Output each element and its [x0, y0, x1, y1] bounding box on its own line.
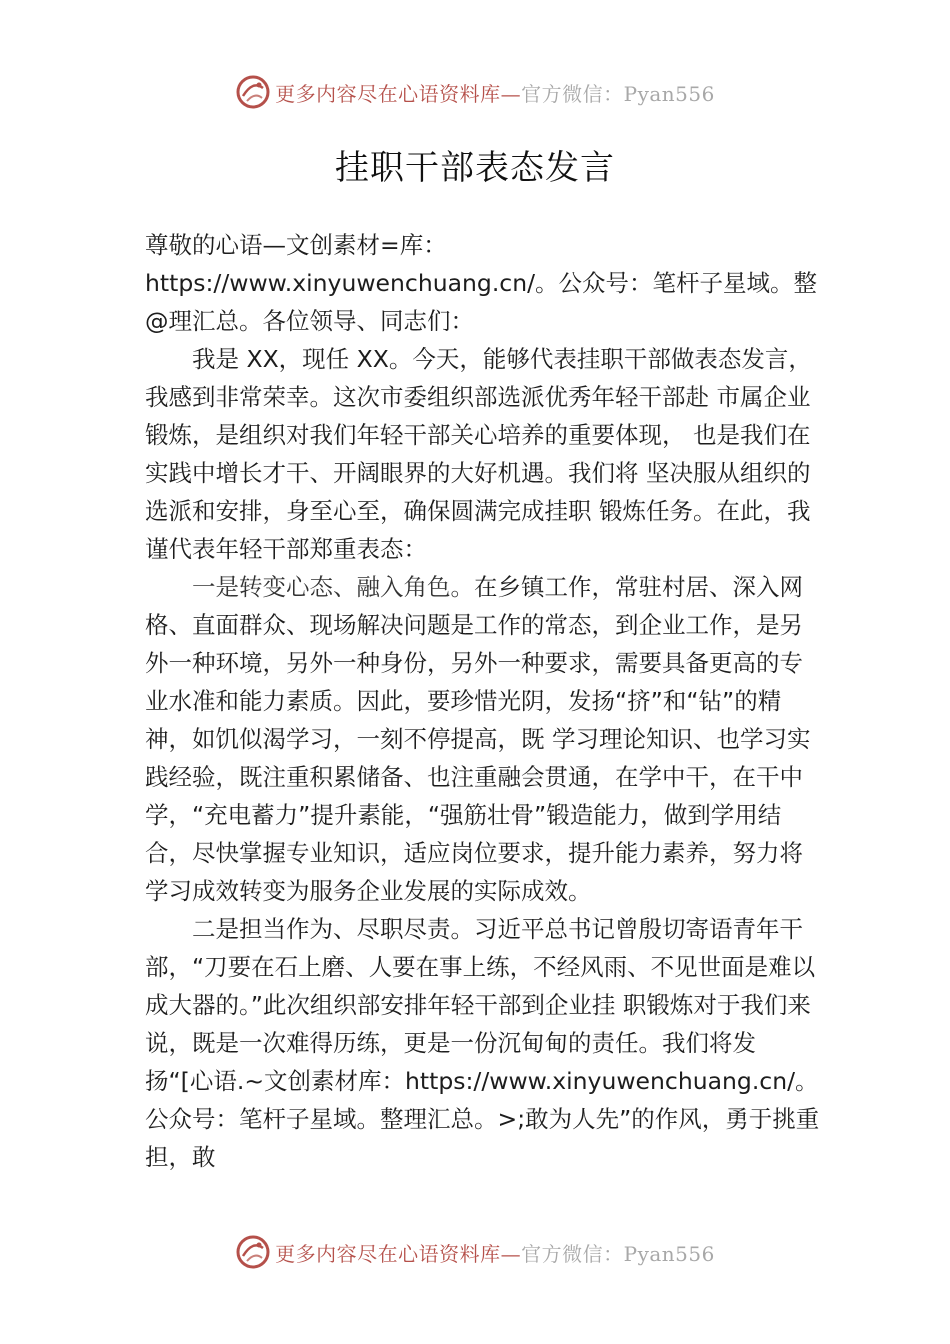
opening-paragraph: 我是 XX，现任 XX。今天，能够代表挂职干部做表态发言，我感到非常荣幸。这次市委组织部选派优秀年轻干部赴 市属企业锻炼，是组织对我们年轻干部关心培养的重要体现， 也是我们在实践中增长才干、开阔眼界的大好机遇。我们将 坚决服从组织的选派和安排，身至心至，确保圆满完成挂职 锻炼任务。在此，我谨代表年轻干部郑重表态：	[145, 345, 812, 563]
header-banner-text: 更多内容尽在心语资料库—官方微信：Pyan556	[275, 81, 715, 106]
point-one-body: 在乡镇工作，常驻村居、深入网格、直面群众、现场解决问题是工作的常态，到企业工作，是另外一种环境，另外一种身份，另外一种要求，需要具备更高的专业水准和能力素质。因此，要珍惜光阴，发扬“挤”和“钻”的精神，如饥似渴学习，一刻不停提高，既 学习理论知识、也学习实践经验，既注重积累储备、也注重融会贯通，在学中干，在干中学，“充电蓄力”提升素能，“强筋壮骨”锻造能力，做到学用结合，尽快掌握专业知识，适应岗位要求，提升能力素养，努力将学习成效转变为服务企业发展的实际成效。	[145, 573, 811, 905]
footer-banner	[0, 1232, 950, 1272]
header-banner	[0, 72, 950, 112]
point-one-paragraph	[145, 568, 821, 910]
footer-banner-text: 更多内容尽在心语资料库—官方微信：Pyan556	[275, 1241, 715, 1266]
xinyu-logo-icon	[235, 1234, 271, 1270]
point-two-paragraph: 二是担当作为、尽职尽责。习近平总书记曾殷切寄语青年干部，“刀要在石上磨、人要在事上练，不经风雨、不见世面是难以成大器的。”此次组织部安排年轻干部到企业挂 职锻炼对于我们来说，既是一次难得历练，更是一份沉甸甸的责任。我们将发扬“[心语.~文创素材库：https://www.xinyuwenchuang.cn/。公众号：笔杆子星域。整理汇总。>;敢为人先”的作风，勇于挑重担，敢	[145, 915, 820, 1171]
document-body	[145, 226, 821, 1176]
page-title: 挂职干部表态发言	[335, 148, 615, 188]
xinyu-logo-icon	[235, 74, 271, 110]
salutation-paragraph: 尊敬的心语—文创素材=库：https://www.xinyuwenchuang.cn/。公众号：笔杆子星域。整@理汇总。各位领导、同志们：	[145, 231, 818, 335]
point-one-heading: 一是转变心态、融入角色。	[192, 573, 474, 601]
